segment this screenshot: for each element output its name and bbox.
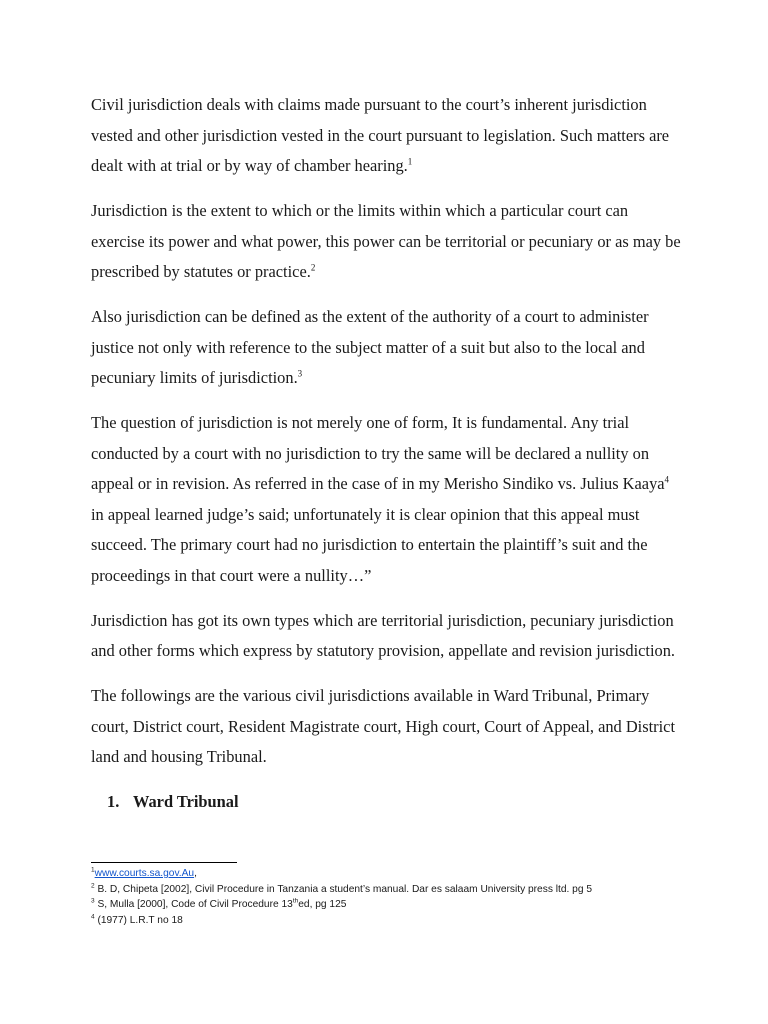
paragraph-civil-jurisdiction <box>91 90 681 182</box>
footnote-text: , <box>194 868 197 879</box>
footnote-ref-4[interactable]: 4 <box>664 474 670 485</box>
footnote-2 <box>91 882 711 898</box>
paragraph-question-of-jurisdiction <box>91 408 681 591</box>
footnote-text: B. D, Chipeta [2002], Civil Procedure in Tanzania a student’s manual. Dar es salaam University press ltd. pg 5 <box>94 883 592 895</box>
paragraph-jurisdiction-types <box>91 606 681 667</box>
paragraph-text-continued: in appeal learned judge’s said; unfortunately it is clear opinion that this appeal must succeed. The primary court had no jurisdiction to entertain the plaintiff’s suit and the proceedings in that court were a nullity…” <box>91 504 648 585</box>
footnote-number: 3 <box>91 897 95 905</box>
paragraph-civil-jurisdictions-list-intro <box>91 681 681 773</box>
list-item-label: Ward Tribunal <box>133 792 239 811</box>
footnote-ref-3[interactable]: 3 <box>297 368 303 379</box>
paragraph-text: The followings are the various civil jurisdictions available in Ward Tribunal, Primary court, District court, Resident Magistrate court, High court, Court of Appeal, and District land and housing Tribunal. <box>91 686 676 766</box>
document-body <box>91 90 681 818</box>
footnotes <box>91 866 711 928</box>
footnote-number: 1 <box>91 866 95 874</box>
footnote-ref-1[interactable]: 1 <box>407 156 413 167</box>
footnote-4 <box>91 913 711 929</box>
paragraph-text: Jurisdiction is the extent to which or the limits within which a particular court can exercise its power and what power, this power can be territorial or pecuniary or as may be prescribed by statutes or practice. <box>91 201 681 281</box>
footnote-number: 4 <box>91 913 95 921</box>
paragraph-text: Also jurisdiction can be defined as the extent of the authority of a court to administer justice not only with reference to the subject matter of a suit but also to the local and pecuniary limits of jurisdiction. <box>91 307 649 387</box>
footnote-1 <box>91 866 711 882</box>
footnote-3 <box>91 897 711 913</box>
footnote-text: (1977) L.R.T no 18 <box>94 914 183 926</box>
footnote-separator <box>91 862 237 863</box>
paragraph-text: The question of jurisdiction is not merely one of form, It is fundamental. Any trial conducted by a court with no jurisdiction to try the same will be declared a nullity on appeal or in revision. As referred in the case of in my Merisho Sindiko vs. Julius Kaaya <box>91 413 665 493</box>
list-item-ward-tribunal <box>91 787 681 818</box>
paragraph-text: Jurisdiction has got its own types which are territorial jurisdiction, pecuniary jurisdiction and other forms which express by statutory provision, appellate and revision jurisdiction. <box>91 610 676 660</box>
footnote-number: 2 <box>91 882 95 890</box>
paragraph-jurisdiction-definition <box>91 196 681 288</box>
footnote-link[interactable]: www.courts.sa.gov.Au <box>94 868 195 879</box>
footnote-text: S, Mulla [2000], Code of Civil Procedure 13 <box>94 899 293 911</box>
footnote-ref-2[interactable]: 2 <box>310 262 316 273</box>
list-item-number: 1. <box>107 792 120 811</box>
paragraph-authority-extent <box>91 302 681 394</box>
footnote-superscript: th <box>292 897 299 905</box>
footnote-text-continued: ed, pg 125 <box>298 899 347 911</box>
paragraph-text: Civil jurisdiction deals with claims made pursuant to the court’s inherent jurisdiction vested and other jurisdiction vested in the court pursuant to legislation. Such matters are dealt with at trial or by way of chamber hearing. <box>91 95 670 175</box>
